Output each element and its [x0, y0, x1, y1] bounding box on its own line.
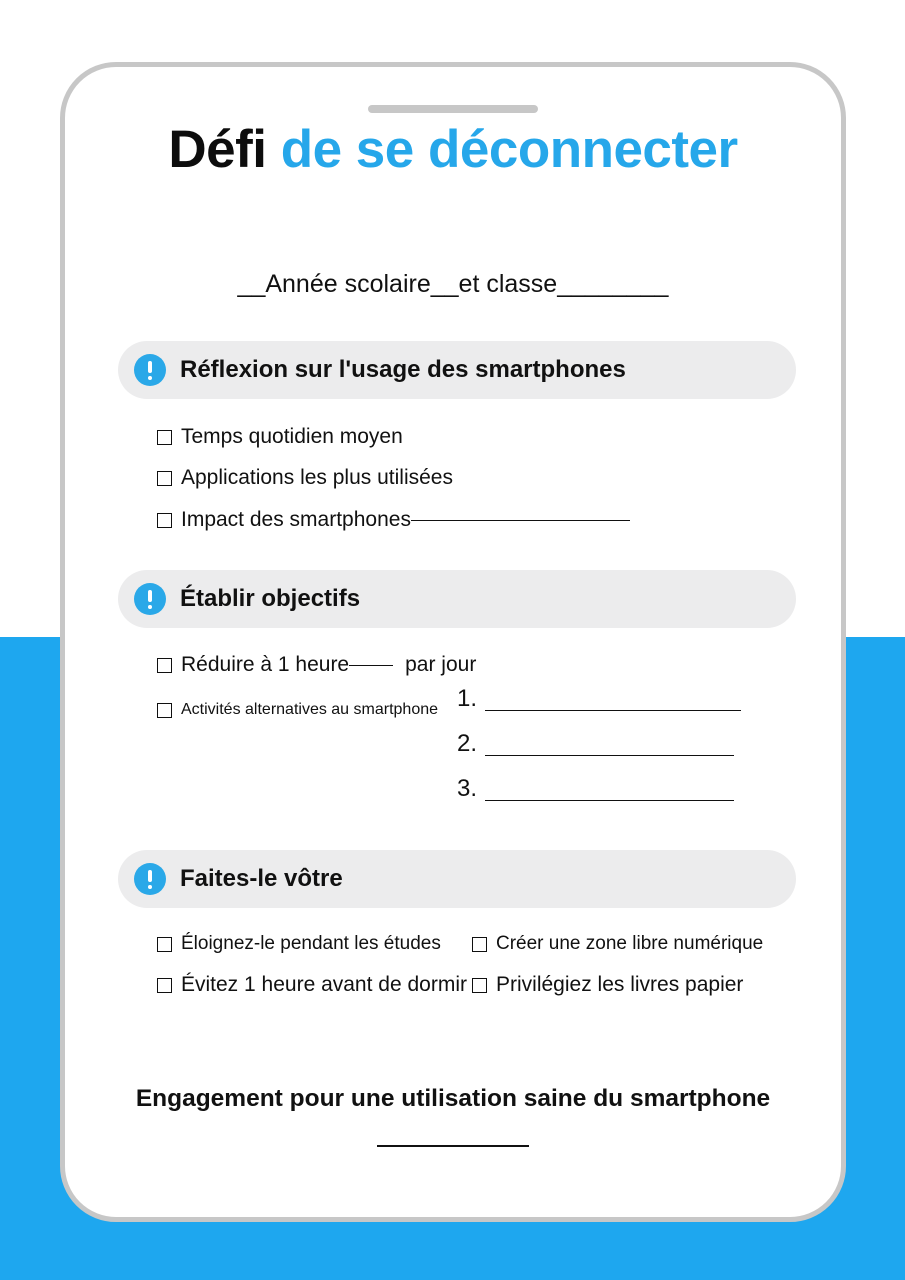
checkbox-zone-libre[interactable]	[472, 937, 487, 952]
checkbox-evitez-1-heure[interactable]	[157, 978, 172, 993]
checkbox-row-reduire[interactable]	[157, 653, 476, 677]
numbered-line-2-rule[interactable]	[485, 754, 734, 756]
numbered-line-3[interactable]	[457, 777, 734, 801]
numbered-line-3-rule[interactable]	[485, 799, 734, 801]
section-title-reflexion: Réflexion sur l'usage des smartphones	[180, 356, 626, 383]
checkbox-label-livres-papier: Privilégiez les livres papier	[496, 973, 744, 996]
write-in-rule-reduire[interactable]	[349, 665, 393, 666]
checkbox-label-activites-alternatives: Activités alternatives au smartphone	[181, 701, 439, 718]
checkbox-label-temps-quotidien: Temps quotidien moyen	[181, 425, 403, 448]
checkbox-label-evitez-1-heure: Évitez 1 heure avant de dormir	[181, 973, 467, 996]
worksheet-screen	[65, 67, 841, 1217]
checkbox-row-activites-alternatives[interactable]	[157, 701, 438, 719]
school-year-class-line[interactable]: __Année scolaire__et classe________	[237, 270, 669, 298]
info-exclamation-icon	[134, 354, 166, 386]
numbered-line-1-rule[interactable]	[485, 709, 741, 711]
checkbox-label-reduire-after: par jour	[405, 653, 477, 676]
write-in-rule-impact[interactable]	[411, 520, 630, 521]
checkbox-row-evitez-1-heure[interactable]	[157, 973, 467, 997]
info-exclamation-icon	[134, 863, 166, 895]
page-title	[65, 119, 841, 180]
checkbox-row-temps-quotidien[interactable]	[157, 425, 403, 449]
signature-rule[interactable]	[377, 1145, 529, 1147]
checkbox-label-impact: Impact des smartphones	[181, 508, 411, 531]
checkbox-row-livres-papier[interactable]	[472, 973, 743, 997]
checkbox-row-impact[interactable]	[157, 508, 630, 532]
checkbox-row-zone-libre[interactable]	[472, 933, 763, 955]
checkbox-eloignez-le[interactable]	[157, 937, 172, 952]
section-title-faites-le-votre: Faites-le vôtre	[180, 865, 343, 892]
numbered-line-1[interactable]	[457, 687, 741, 711]
pledge-title: Engagement pour une utilisation saine du smartphone	[135, 1085, 771, 1112]
checkbox-activites-alternatives[interactable]	[157, 703, 172, 718]
checkbox-label-eloignez-le: Éloignez-le pendant les études	[181, 933, 441, 954]
checkbox-temps-quotidien[interactable]	[157, 430, 172, 445]
section-header-reflexion	[118, 341, 796, 399]
phone-frame	[60, 62, 846, 1222]
checkbox-row-applications[interactable]	[157, 466, 453, 490]
checkbox-applications[interactable]	[157, 471, 172, 486]
checkbox-livres-papier[interactable]	[472, 978, 487, 993]
checkbox-label-reduire-before: Réduire à 1 heure	[181, 653, 350, 676]
section-header-faites-le-votre	[118, 850, 796, 908]
checkbox-label-zone-libre: Créer une zone libre numérique	[496, 933, 764, 954]
numbered-line-3-label: 3.	[457, 775, 478, 802]
page-title-primary: Défi	[168, 120, 267, 179]
numbered-line-2[interactable]	[457, 732, 734, 756]
info-exclamation-icon	[134, 583, 166, 615]
checkbox-label-applications: Applications les plus utilisées	[181, 466, 453, 489]
checkbox-row-eloignez-le[interactable]	[157, 933, 441, 955]
numbered-line-2-label: 2.	[457, 730, 478, 757]
section-title-objectifs: Établir objectifs	[180, 585, 361, 612]
checkbox-reduire[interactable]	[157, 658, 172, 673]
numbered-line-1-label: 1.	[457, 685, 478, 712]
page-title-accent: de se déconnecter	[280, 120, 738, 179]
section-header-objectifs	[118, 570, 796, 628]
checkbox-impact[interactable]	[157, 513, 172, 528]
